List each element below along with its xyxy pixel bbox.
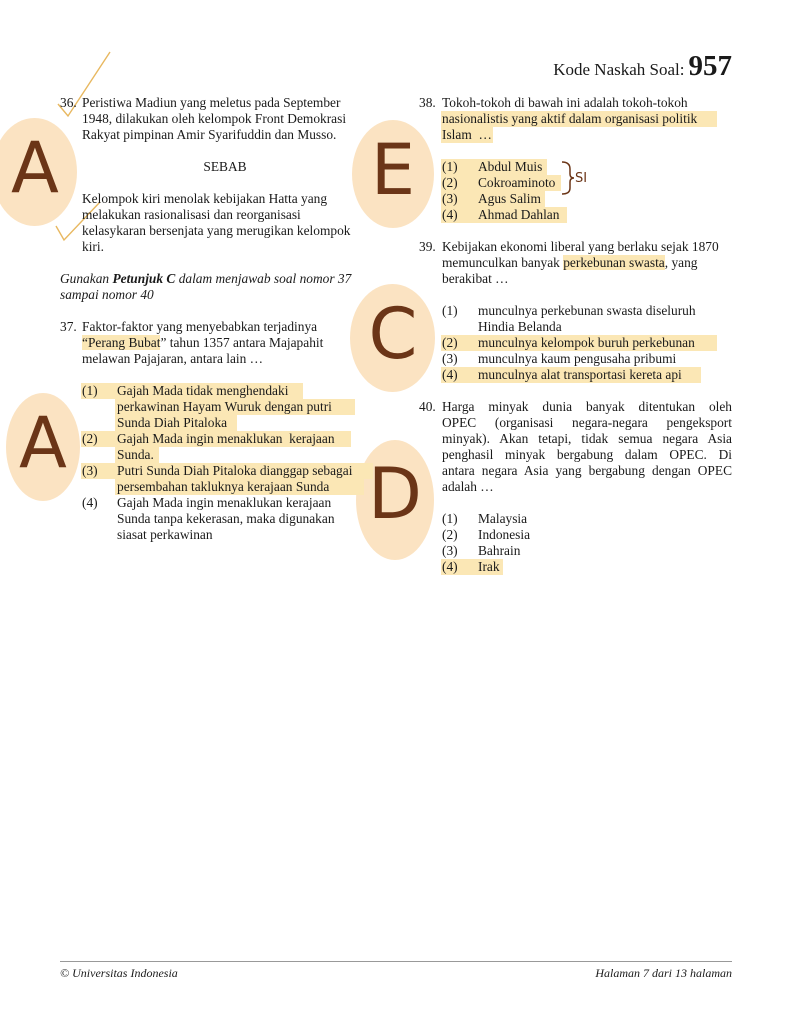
handwritten-answer: A [11, 127, 59, 209]
option-text: Putri Sunda Diah Pitaloka dianggap sebagai [117, 463, 353, 478]
option-text: munculnya kelompok buruh perkebunan [478, 335, 695, 350]
question-number: 36. [60, 95, 77, 110]
option-number: (4) [442, 367, 458, 382]
option-text: Malaysia [478, 511, 528, 526]
question-number: 40. [419, 399, 436, 414]
option-text: Cokroaminoto [478, 175, 556, 190]
reason-text: melakukan rasionalisasi dan reorganisasi [82, 207, 301, 222]
option-number: (1) [82, 383, 98, 398]
option-text: Bahrain [478, 543, 521, 558]
option-number: (2) [82, 431, 98, 446]
option-number: (2) [442, 335, 458, 350]
instruction-line2: sampai nomor 40 [60, 287, 154, 302]
question-text: adalah … [442, 479, 494, 494]
handwritten-answer: A [19, 402, 67, 484]
question-text: OPEC (organisasi negara-negara pengeksport [442, 415, 732, 430]
option-text: Sunda Diah Pitaloka [117, 415, 228, 430]
reason-text: Kelompok kiri menolak kebijakan Hatta yang [82, 191, 328, 206]
option-number: (3) [442, 191, 458, 206]
option-text: Irak [478, 559, 500, 574]
option-text: munculnya alat transportasi kereta api [478, 367, 682, 382]
option-number: (1) [442, 511, 458, 526]
option-text: perkawinan Hayam Wuruk dengan putri [117, 399, 332, 414]
option-text: Gajah Mada ingin menaklukan kerajaan [117, 495, 332, 510]
page-header [553, 50, 732, 83]
option-text: Ahmad Dahlan [478, 207, 560, 222]
option-number: (4) [442, 207, 458, 222]
option-number: (4) [82, 495, 98, 510]
question-text: nasionalistis yang aktif dalam organisasi politik [442, 111, 698, 126]
option-text: Gajah Mada tidak menghendaki [117, 383, 289, 398]
option-number: (4) [442, 559, 458, 574]
handwritten-answer: E [370, 129, 416, 211]
option-text: siasat perkawinan [117, 527, 213, 542]
question-text: 1948, dilakukan oleh kelompok Front Demokrasi [82, 111, 347, 126]
option-number: (3) [82, 463, 98, 478]
option-text: Abdul Muis [478, 159, 543, 174]
exam-code-label: Kode Naskah Soal: [553, 60, 685, 79]
option-text: Sunda. [117, 447, 154, 462]
question-text: Harga minyak dunia banyak ditentukan oleh [442, 399, 732, 414]
question-number: 37. [60, 319, 77, 334]
option-number: (1) [442, 303, 458, 318]
option-number: (1) [442, 159, 458, 174]
question-number: 38. [419, 95, 436, 110]
reason-text: kelasykaran bersenjata yang merugikan kelompok [82, 223, 351, 238]
question-text: Islam … [442, 127, 492, 142]
option-number: (3) [442, 543, 458, 558]
question-number: 39. [419, 239, 436, 254]
option-text: Gajah Mada ingin menaklukan kerajaan [117, 431, 335, 446]
sebab-label: SEBAB [203, 159, 247, 174]
footer-copyright: © Universitas Indonesia [60, 966, 178, 980]
instruction: Gunakan Petunjuk C dalam menjawab soal nomor 37 [60, 271, 352, 286]
option-number: (2) [442, 175, 458, 190]
question-text: minyak). Akan tetapi, tidak semua negara Asia [442, 431, 732, 446]
footer-divider [60, 961, 732, 962]
option-number: (3) [442, 351, 458, 366]
option-text: Indonesia [478, 527, 531, 542]
option-number: (2) [442, 527, 458, 542]
option-text: persembahan takluknya kerajaan Sunda [117, 479, 330, 494]
question-text: Peristiwa Madiun yang meletus pada September [82, 95, 341, 110]
reason-text: kiri. [82, 239, 104, 254]
question-text: Faktor-faktor yang menyebabkan terjadinya [82, 319, 318, 334]
brace-icon [560, 160, 576, 196]
question-text: Tokoh-tokoh di bawah ini adalah tokoh-tokoh [442, 95, 688, 110]
option-text: munculnya kaum pengusaha pribumi [478, 351, 677, 366]
question-text: Rakyat pimpinan Amir Syarifuddin dan Musso. [82, 127, 337, 142]
question-text: Kebijakan ekonomi liberal yang berlaku sejak 1870 [442, 239, 719, 254]
option-text: Hindia Belanda [478, 319, 562, 334]
question-text: antara negara Asia yang bergabung dengan OPEC [442, 463, 732, 478]
question-text: penghasil minyak bergabung dalam OPEC. Di [442, 447, 732, 462]
handwritten-note: SI [575, 171, 588, 186]
question-text: berakibat … [442, 271, 509, 286]
question-text: melawan Pajajaran, antara lain … [82, 351, 264, 366]
footer-page-number: Halaman 7 dari 13 halaman [595, 966, 732, 980]
exam-code: 957 [688, 50, 732, 82]
option-text: munculnya perkebunan swasta diseluruh [478, 303, 696, 318]
handwritten-answer: C [368, 293, 418, 375]
question-text: “Perang Bubat” tahun 1357 antara Majapahit [82, 335, 324, 350]
option-text: Agus Salim [478, 191, 541, 206]
question-text: memunculkan banyak perkebunan swasta, yang [442, 255, 698, 270]
option-text: Sunda tanpa kekerasan, maka digunakan [117, 511, 335, 526]
handwritten-answer: D [368, 453, 422, 535]
